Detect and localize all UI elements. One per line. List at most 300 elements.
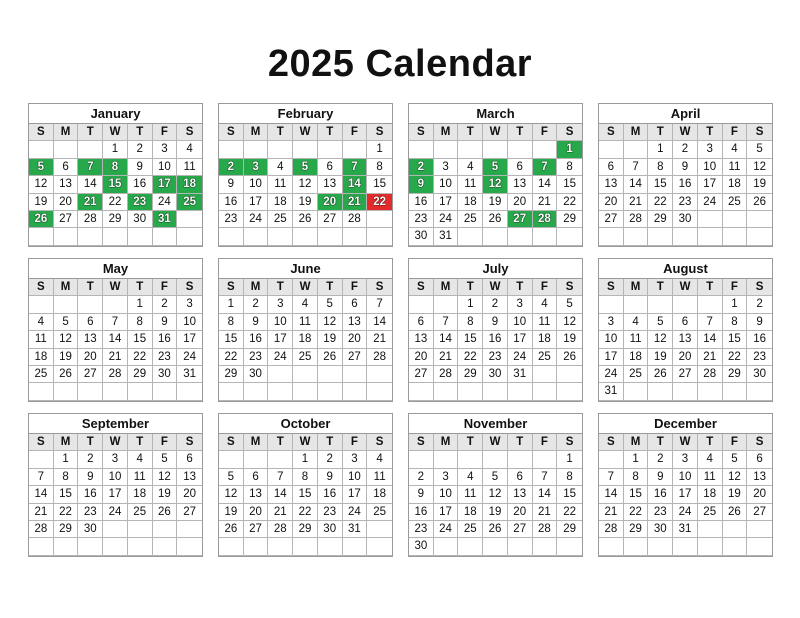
day-cell: 20 [318, 194, 343, 211]
day-cell: 8 [54, 469, 79, 486]
empty-cell [533, 366, 558, 383]
empty-cell [29, 538, 54, 555]
day-cell: 14 [367, 314, 392, 331]
empty-cell [409, 141, 434, 158]
day-cell: 18 [177, 176, 202, 193]
day-cell: 17 [698, 176, 723, 193]
empty-cell [54, 228, 79, 245]
empty-cell [557, 383, 582, 400]
empty-cell [698, 538, 723, 555]
empty-cell [177, 228, 202, 245]
day-cell: 23 [244, 349, 269, 366]
empty-cell [648, 538, 673, 555]
weekday-header: T [78, 434, 103, 451]
day-cell: 27 [673, 366, 698, 383]
weekday-header: M [434, 279, 459, 296]
weekday-header: T [268, 434, 293, 451]
weekday-header: S [409, 434, 434, 451]
empty-cell [153, 228, 178, 245]
empty-cell [409, 296, 434, 313]
day-cell: 20 [78, 349, 103, 366]
day-cell: 11 [293, 314, 318, 331]
day-cell: 19 [318, 331, 343, 348]
weekday-header: T [648, 124, 673, 141]
day-cell: 11 [458, 486, 483, 503]
day-cell: 17 [508, 331, 533, 348]
empty-cell [434, 538, 459, 555]
day-cell: 24 [268, 349, 293, 366]
day-cell: 8 [557, 469, 582, 486]
month-june [218, 258, 393, 402]
day-cell: 28 [103, 366, 128, 383]
day-cell: 26 [483, 211, 508, 228]
day-cell: 19 [483, 194, 508, 211]
day-cell: 14 [533, 486, 558, 503]
empty-cell [557, 366, 582, 383]
weekday-header: S [599, 434, 624, 451]
weekday-header: F [723, 279, 748, 296]
day-cell: 14 [434, 331, 459, 348]
empty-cell [268, 383, 293, 400]
empty-cell [434, 141, 459, 158]
weekday-header: F [153, 434, 178, 451]
weekday-header: S [29, 434, 54, 451]
empty-cell [367, 383, 392, 400]
weekday-header: W [483, 279, 508, 296]
empty-cell [78, 141, 103, 158]
day-cell: 23 [673, 194, 698, 211]
empty-cell [343, 141, 368, 158]
day-cell: 29 [219, 366, 244, 383]
weekday-header: M [244, 434, 269, 451]
day-cell: 9 [153, 314, 178, 331]
empty-cell [723, 538, 748, 555]
day-cell: 6 [508, 469, 533, 486]
empty-cell [153, 383, 178, 400]
day-cell: 31 [177, 366, 202, 383]
day-cell: 13 [177, 469, 202, 486]
day-cell: 31 [673, 521, 698, 538]
day-cell: 10 [434, 176, 459, 193]
day-cell: 5 [747, 141, 772, 158]
empty-cell [747, 228, 772, 245]
month-december [598, 413, 773, 557]
day-cell: 11 [624, 331, 649, 348]
day-cell: 23 [78, 504, 103, 521]
empty-cell [219, 141, 244, 158]
month-name: April [599, 104, 772, 124]
day-cell: 21 [343, 194, 368, 211]
day-cell: 30 [78, 521, 103, 538]
day-cell: 18 [268, 194, 293, 211]
empty-cell [177, 211, 202, 228]
day-cell: 23 [747, 349, 772, 366]
day-cell: 10 [177, 314, 202, 331]
day-cell: 2 [128, 141, 153, 158]
weekday-header: S [219, 124, 244, 141]
empty-cell [244, 141, 269, 158]
weekday-header: T [128, 434, 153, 451]
day-cell: 30 [409, 538, 434, 555]
day-cell: 24 [508, 349, 533, 366]
day-cell: 31 [343, 521, 368, 538]
day-cell: 28 [434, 366, 459, 383]
day-cell: 26 [557, 349, 582, 366]
empty-cell [557, 228, 582, 245]
weekday-header: W [103, 279, 128, 296]
weekday-header: M [244, 124, 269, 141]
day-cell: 9 [409, 486, 434, 503]
empty-cell [458, 538, 483, 555]
empty-cell [367, 521, 392, 538]
month-name: June [219, 259, 392, 279]
day-cell: 4 [293, 296, 318, 313]
day-cell: 6 [177, 451, 202, 468]
day-cell: 15 [723, 331, 748, 348]
day-cell: 17 [599, 349, 624, 366]
weekday-header: T [508, 124, 533, 141]
day-cell: 29 [557, 521, 582, 538]
weekday-header: T [318, 124, 343, 141]
day-cell: 20 [747, 486, 772, 503]
empty-cell [747, 211, 772, 228]
empty-cell [177, 521, 202, 538]
month-name: August [599, 259, 772, 279]
day-cell: 2 [483, 296, 508, 313]
day-cell: 20 [177, 486, 202, 503]
empty-cell [483, 141, 508, 158]
day-cell: 21 [434, 349, 459, 366]
day-cell: 18 [698, 486, 723, 503]
day-cell: 8 [293, 469, 318, 486]
weekday-header: T [78, 124, 103, 141]
empty-cell [103, 383, 128, 400]
empty-cell [103, 296, 128, 313]
empty-cell [293, 383, 318, 400]
day-cell: 12 [483, 486, 508, 503]
empty-cell [508, 538, 533, 555]
day-cell: 3 [673, 451, 698, 468]
day-cell: 7 [367, 296, 392, 313]
day-cell: 17 [153, 176, 178, 193]
day-cell: 24 [244, 211, 269, 228]
day-cell: 17 [268, 331, 293, 348]
day-cell: 30 [244, 366, 269, 383]
day-cell: 5 [483, 469, 508, 486]
day-cell: 11 [128, 469, 153, 486]
weekday-header: M [434, 124, 459, 141]
day-cell: 1 [128, 296, 153, 313]
day-cell: 21 [599, 504, 624, 521]
day-cell: 11 [698, 469, 723, 486]
month-name: July [409, 259, 582, 279]
day-cell: 14 [29, 486, 54, 503]
day-cell: 13 [747, 469, 772, 486]
month-february [218, 103, 393, 247]
weekday-header: S [747, 434, 772, 451]
empty-cell [483, 538, 508, 555]
day-cell: 21 [268, 504, 293, 521]
empty-cell [219, 228, 244, 245]
day-cell: 9 [409, 176, 434, 193]
weekday-header: M [624, 124, 649, 141]
day-cell: 22 [219, 349, 244, 366]
day-cell: 29 [458, 366, 483, 383]
empty-cell [698, 521, 723, 538]
empty-cell [128, 383, 153, 400]
day-cell: 14 [103, 331, 128, 348]
weekday-header: S [29, 279, 54, 296]
weekday-header: T [458, 279, 483, 296]
day-cell: 6 [409, 314, 434, 331]
day-cell: 25 [177, 194, 202, 211]
day-cell: 3 [103, 451, 128, 468]
day-cell: 12 [318, 314, 343, 331]
day-cell: 20 [508, 194, 533, 211]
weekday-header: S [557, 279, 582, 296]
day-cell: 5 [318, 296, 343, 313]
day-cell: 31 [599, 383, 624, 400]
day-cell: 16 [409, 194, 434, 211]
day-cell: 7 [78, 159, 103, 176]
empty-cell [624, 141, 649, 158]
empty-cell [29, 383, 54, 400]
day-cell: 25 [293, 349, 318, 366]
weekday-header: W [673, 279, 698, 296]
weekday-header: W [673, 124, 698, 141]
day-cell: 18 [624, 349, 649, 366]
day-cell: 2 [219, 159, 244, 176]
day-cell: 21 [698, 349, 723, 366]
day-cell: 10 [508, 314, 533, 331]
day-cell: 8 [648, 159, 673, 176]
day-cell: 24 [599, 366, 624, 383]
day-cell: 22 [557, 504, 582, 521]
day-cell: 22 [648, 194, 673, 211]
empty-cell [434, 296, 459, 313]
day-cell: 16 [483, 331, 508, 348]
day-cell: 1 [557, 141, 582, 158]
day-cell: 27 [409, 366, 434, 383]
empty-cell [268, 366, 293, 383]
day-cell: 28 [268, 521, 293, 538]
empty-cell [723, 521, 748, 538]
weekday-header: W [483, 124, 508, 141]
day-cell: 14 [533, 176, 558, 193]
day-cell: 11 [458, 176, 483, 193]
weekday-header: T [458, 434, 483, 451]
empty-cell [29, 228, 54, 245]
weekday-header: M [54, 124, 79, 141]
day-cell: 29 [624, 521, 649, 538]
weekday-header: S [599, 124, 624, 141]
empty-cell [244, 228, 269, 245]
day-cell: 2 [409, 469, 434, 486]
day-cell: 15 [54, 486, 79, 503]
day-cell: 20 [673, 349, 698, 366]
month-january [28, 103, 203, 247]
day-cell: 5 [483, 159, 508, 176]
day-cell: 11 [367, 469, 392, 486]
day-cell: 17 [177, 331, 202, 348]
day-cell: 31 [508, 366, 533, 383]
empty-cell [29, 141, 54, 158]
weekday-header: T [318, 434, 343, 451]
day-cell: 26 [29, 211, 54, 228]
day-cell: 30 [673, 211, 698, 228]
day-cell: 2 [747, 296, 772, 313]
day-cell: 25 [533, 349, 558, 366]
day-cell: 20 [343, 331, 368, 348]
day-cell: 19 [557, 331, 582, 348]
month-may [28, 258, 203, 402]
day-cell: 2 [673, 141, 698, 158]
day-cell: 30 [483, 366, 508, 383]
month-name: March [409, 104, 582, 124]
day-cell: 19 [648, 349, 673, 366]
day-cell: 1 [293, 451, 318, 468]
empty-cell [343, 538, 368, 555]
day-cell: 23 [219, 211, 244, 228]
weekday-header: F [153, 124, 178, 141]
day-cell: 6 [508, 159, 533, 176]
weekday-header: T [508, 279, 533, 296]
empty-cell [508, 451, 533, 468]
empty-cell [128, 228, 153, 245]
day-cell: 23 [153, 349, 178, 366]
empty-cell [624, 296, 649, 313]
month-july [408, 258, 583, 402]
empty-cell [268, 538, 293, 555]
day-cell: 4 [367, 451, 392, 468]
month-april [598, 103, 773, 247]
day-cell: 9 [673, 159, 698, 176]
empty-cell [698, 211, 723, 228]
day-cell: 8 [458, 314, 483, 331]
day-cell: 25 [128, 504, 153, 521]
day-cell: 29 [128, 366, 153, 383]
day-cell: 12 [648, 331, 673, 348]
day-cell: 6 [54, 159, 79, 176]
weekday-header: M [54, 279, 79, 296]
empty-cell [54, 383, 79, 400]
day-cell: 30 [318, 521, 343, 538]
day-cell: 18 [29, 349, 54, 366]
day-cell: 2 [318, 451, 343, 468]
day-cell: 16 [648, 486, 673, 503]
day-cell: 2 [409, 159, 434, 176]
day-cell: 4 [723, 141, 748, 158]
day-cell: 22 [624, 504, 649, 521]
day-cell: 16 [747, 331, 772, 348]
empty-cell [367, 211, 392, 228]
day-cell: 13 [673, 331, 698, 348]
month-name: October [219, 414, 392, 434]
day-cell: 19 [293, 194, 318, 211]
day-cell: 20 [508, 504, 533, 521]
day-cell: 3 [177, 296, 202, 313]
empty-cell [698, 228, 723, 245]
empty-cell [673, 228, 698, 245]
day-cell: 8 [219, 314, 244, 331]
day-cell: 4 [29, 314, 54, 331]
day-cell: 27 [54, 211, 79, 228]
empty-cell [434, 383, 459, 400]
empty-cell [29, 451, 54, 468]
weekday-header: S [177, 434, 202, 451]
empty-cell [103, 521, 128, 538]
weekday-header: W [293, 279, 318, 296]
empty-cell [747, 383, 772, 400]
day-cell: 8 [723, 314, 748, 331]
day-cell: 25 [458, 521, 483, 538]
day-cell: 5 [723, 451, 748, 468]
day-cell: 7 [698, 314, 723, 331]
empty-cell [367, 228, 392, 245]
day-cell: 11 [29, 331, 54, 348]
empty-cell [244, 383, 269, 400]
empty-cell [177, 383, 202, 400]
day-cell: 31 [153, 211, 178, 228]
day-cell: 25 [29, 366, 54, 383]
day-cell: 22 [557, 194, 582, 211]
day-cell: 22 [54, 504, 79, 521]
weekday-header: S [367, 279, 392, 296]
day-cell: 2 [78, 451, 103, 468]
weekday-header: T [128, 124, 153, 141]
day-cell: 25 [458, 211, 483, 228]
day-cell: 7 [29, 469, 54, 486]
day-cell: 28 [624, 211, 649, 228]
day-cell: 24 [103, 504, 128, 521]
day-cell: 13 [54, 176, 79, 193]
day-cell: 3 [508, 296, 533, 313]
day-cell: 13 [244, 486, 269, 503]
month-march [408, 103, 583, 247]
day-cell: 27 [508, 211, 533, 228]
day-cell: 21 [103, 349, 128, 366]
day-cell: 4 [698, 451, 723, 468]
day-cell: 11 [533, 314, 558, 331]
day-cell: 24 [673, 504, 698, 521]
day-cell: 9 [219, 176, 244, 193]
weekday-header: T [268, 279, 293, 296]
day-cell: 9 [747, 314, 772, 331]
empty-cell [318, 366, 343, 383]
day-cell: 23 [409, 521, 434, 538]
day-cell: 22 [723, 349, 748, 366]
weekday-header: T [318, 279, 343, 296]
day-cell: 28 [367, 349, 392, 366]
empty-cell [458, 383, 483, 400]
day-cell: 8 [103, 159, 128, 176]
day-cell: 28 [533, 211, 558, 228]
empty-cell [54, 141, 79, 158]
empty-cell [599, 538, 624, 555]
day-cell: 26 [153, 504, 178, 521]
empty-cell [367, 538, 392, 555]
day-cell: 25 [268, 211, 293, 228]
empty-cell [624, 228, 649, 245]
empty-cell [293, 141, 318, 158]
day-cell: 22 [293, 504, 318, 521]
empty-cell [673, 296, 698, 313]
weekday-header: F [343, 434, 368, 451]
day-cell: 1 [54, 451, 79, 468]
day-cell: 9 [483, 314, 508, 331]
day-cell: 23 [409, 211, 434, 228]
empty-cell [624, 538, 649, 555]
